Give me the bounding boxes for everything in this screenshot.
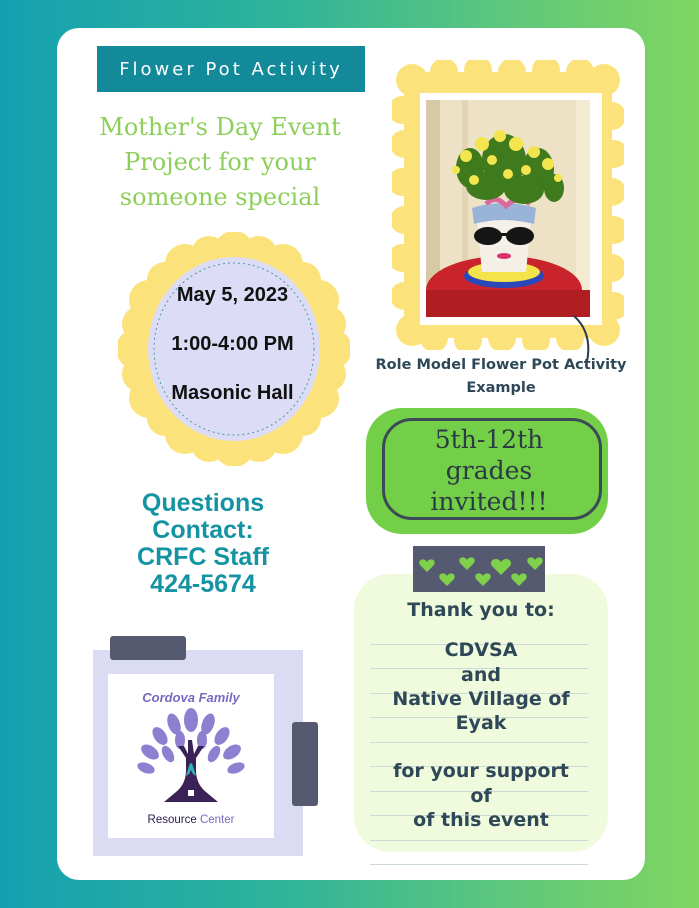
thanks-heading: Thank you to: (407, 599, 555, 621)
heart-tape (413, 546, 545, 592)
title-banner: Flower Pot Activity (97, 46, 365, 92)
logo-title: Cordova Family (142, 690, 240, 705)
logo-word-resource: Resource (147, 814, 200, 826)
contact-line-3: CRFC Staff (137, 543, 269, 571)
event-details (150, 284, 315, 431)
grades-line-3: invited!!! (430, 487, 548, 516)
grades-line-1: 5th-12th (434, 425, 544, 454)
thanks-line-6: for your support (393, 760, 569, 783)
thanks-line-8: of this event (413, 809, 549, 832)
contact-phone: 424-5674 (150, 570, 256, 598)
event-time: 1:00-4:00 PM (171, 333, 294, 355)
grades-line-2: grades (445, 456, 533, 485)
grades-text (380, 424, 598, 517)
thanks-line-7: of (470, 784, 492, 807)
subtitle-line-2: Project for your (124, 148, 316, 176)
flower-pot-photo (426, 100, 590, 317)
heart-icon (413, 546, 545, 592)
thanks-text (366, 598, 596, 832)
subtitle-line-3: someone special (119, 183, 321, 211)
logo-subtitle (108, 814, 274, 826)
event-location: Masonic Hall (171, 382, 294, 404)
logo-word-center: Center (199, 814, 235, 826)
thanks-line-2: and (461, 663, 501, 686)
photo-caption (372, 354, 630, 400)
thanks-line-4: Eyak (455, 712, 507, 735)
contact-info (118, 490, 288, 598)
caption-line-2: Example (466, 380, 536, 396)
thanks-line-3: Native Village of (392, 687, 570, 710)
tape-strip-top (110, 636, 186, 660)
tape-strip-right (292, 722, 318, 806)
thanks-line-5 (366, 735, 596, 759)
event-date: May 5, 2023 (176, 284, 289, 306)
subtitle-line-1: Mother's Day Event (99, 113, 341, 141)
caption-line-1: Role Model Flower Pot Activity (375, 357, 627, 373)
contact-line-1: Questions (141, 489, 265, 517)
event-subtitle (85, 110, 355, 215)
tree-icon (124, 700, 258, 812)
thanks-line-1: CDVSA (444, 639, 518, 662)
contact-line-2: Contact: (152, 516, 254, 544)
